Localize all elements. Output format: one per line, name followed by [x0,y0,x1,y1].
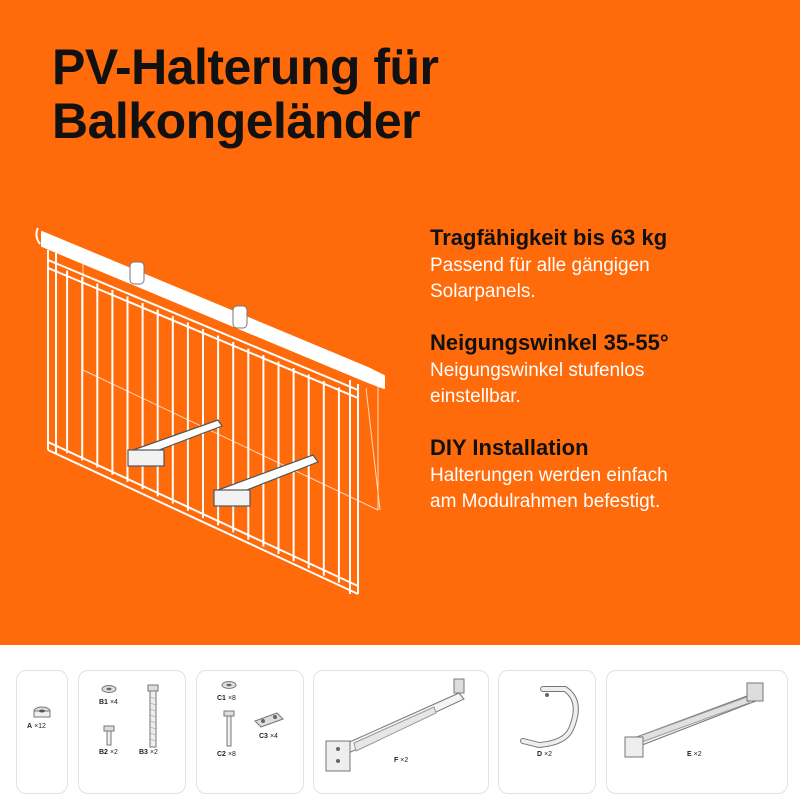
part-card-d [498,670,596,794]
part-label-c3: C3 ×4 [259,733,278,740]
part-card-f [313,670,489,794]
part-card-c [196,670,304,794]
page-title [52,40,438,148]
balcony-railing-illustration [28,210,398,610]
part-label-b2: B2 ×2 [99,749,118,756]
feature-text: Halterungen werden einfach am Modulrahmen befestigt. [430,465,668,512]
telescopic-bracket-icon [314,671,488,793]
hook-clamp-icon [499,671,595,793]
part-label-a: A ×12 [27,723,46,730]
feature-heading: DIY Installation [430,435,589,460]
part-card-b [78,670,186,794]
feature-heading: Neigungswinkel 35-55° [430,330,669,355]
handrail [42,232,384,388]
bolt-icon [79,671,185,793]
feature-load-capacity [430,225,790,305]
part-label-b1: B1 ×4 [99,699,118,706]
feature-diy-installation [430,435,790,515]
feature-tilt-angle [430,330,790,410]
part-label-b3: B3 ×2 [139,749,158,756]
part-label-d: D ×2 [537,751,553,758]
part-label-c2: C2 ×8 [217,751,236,758]
parts-list [0,645,800,800]
title-line-2: Balkongeländer [52,93,421,149]
feature-heading: Tragfähigkeit bis 63 kg [430,225,668,250]
nut-icon [17,671,67,793]
title-line-1: PV-Halterung für [52,39,439,95]
washer-screw-icon [197,671,303,793]
rail-profile-icon [607,671,787,793]
part-label-c1: C1 ×8 [217,695,236,702]
part-card-a [16,670,68,794]
part-card-e [606,670,788,794]
part-label-f: F ×2 [394,757,409,764]
feature-text: Neigungswinkel stufenlos einstellbar. [430,360,645,407]
feature-text: Passend für alle gängigen Solarpanels. [430,255,650,302]
part-label-e: E ×2 [687,751,702,758]
